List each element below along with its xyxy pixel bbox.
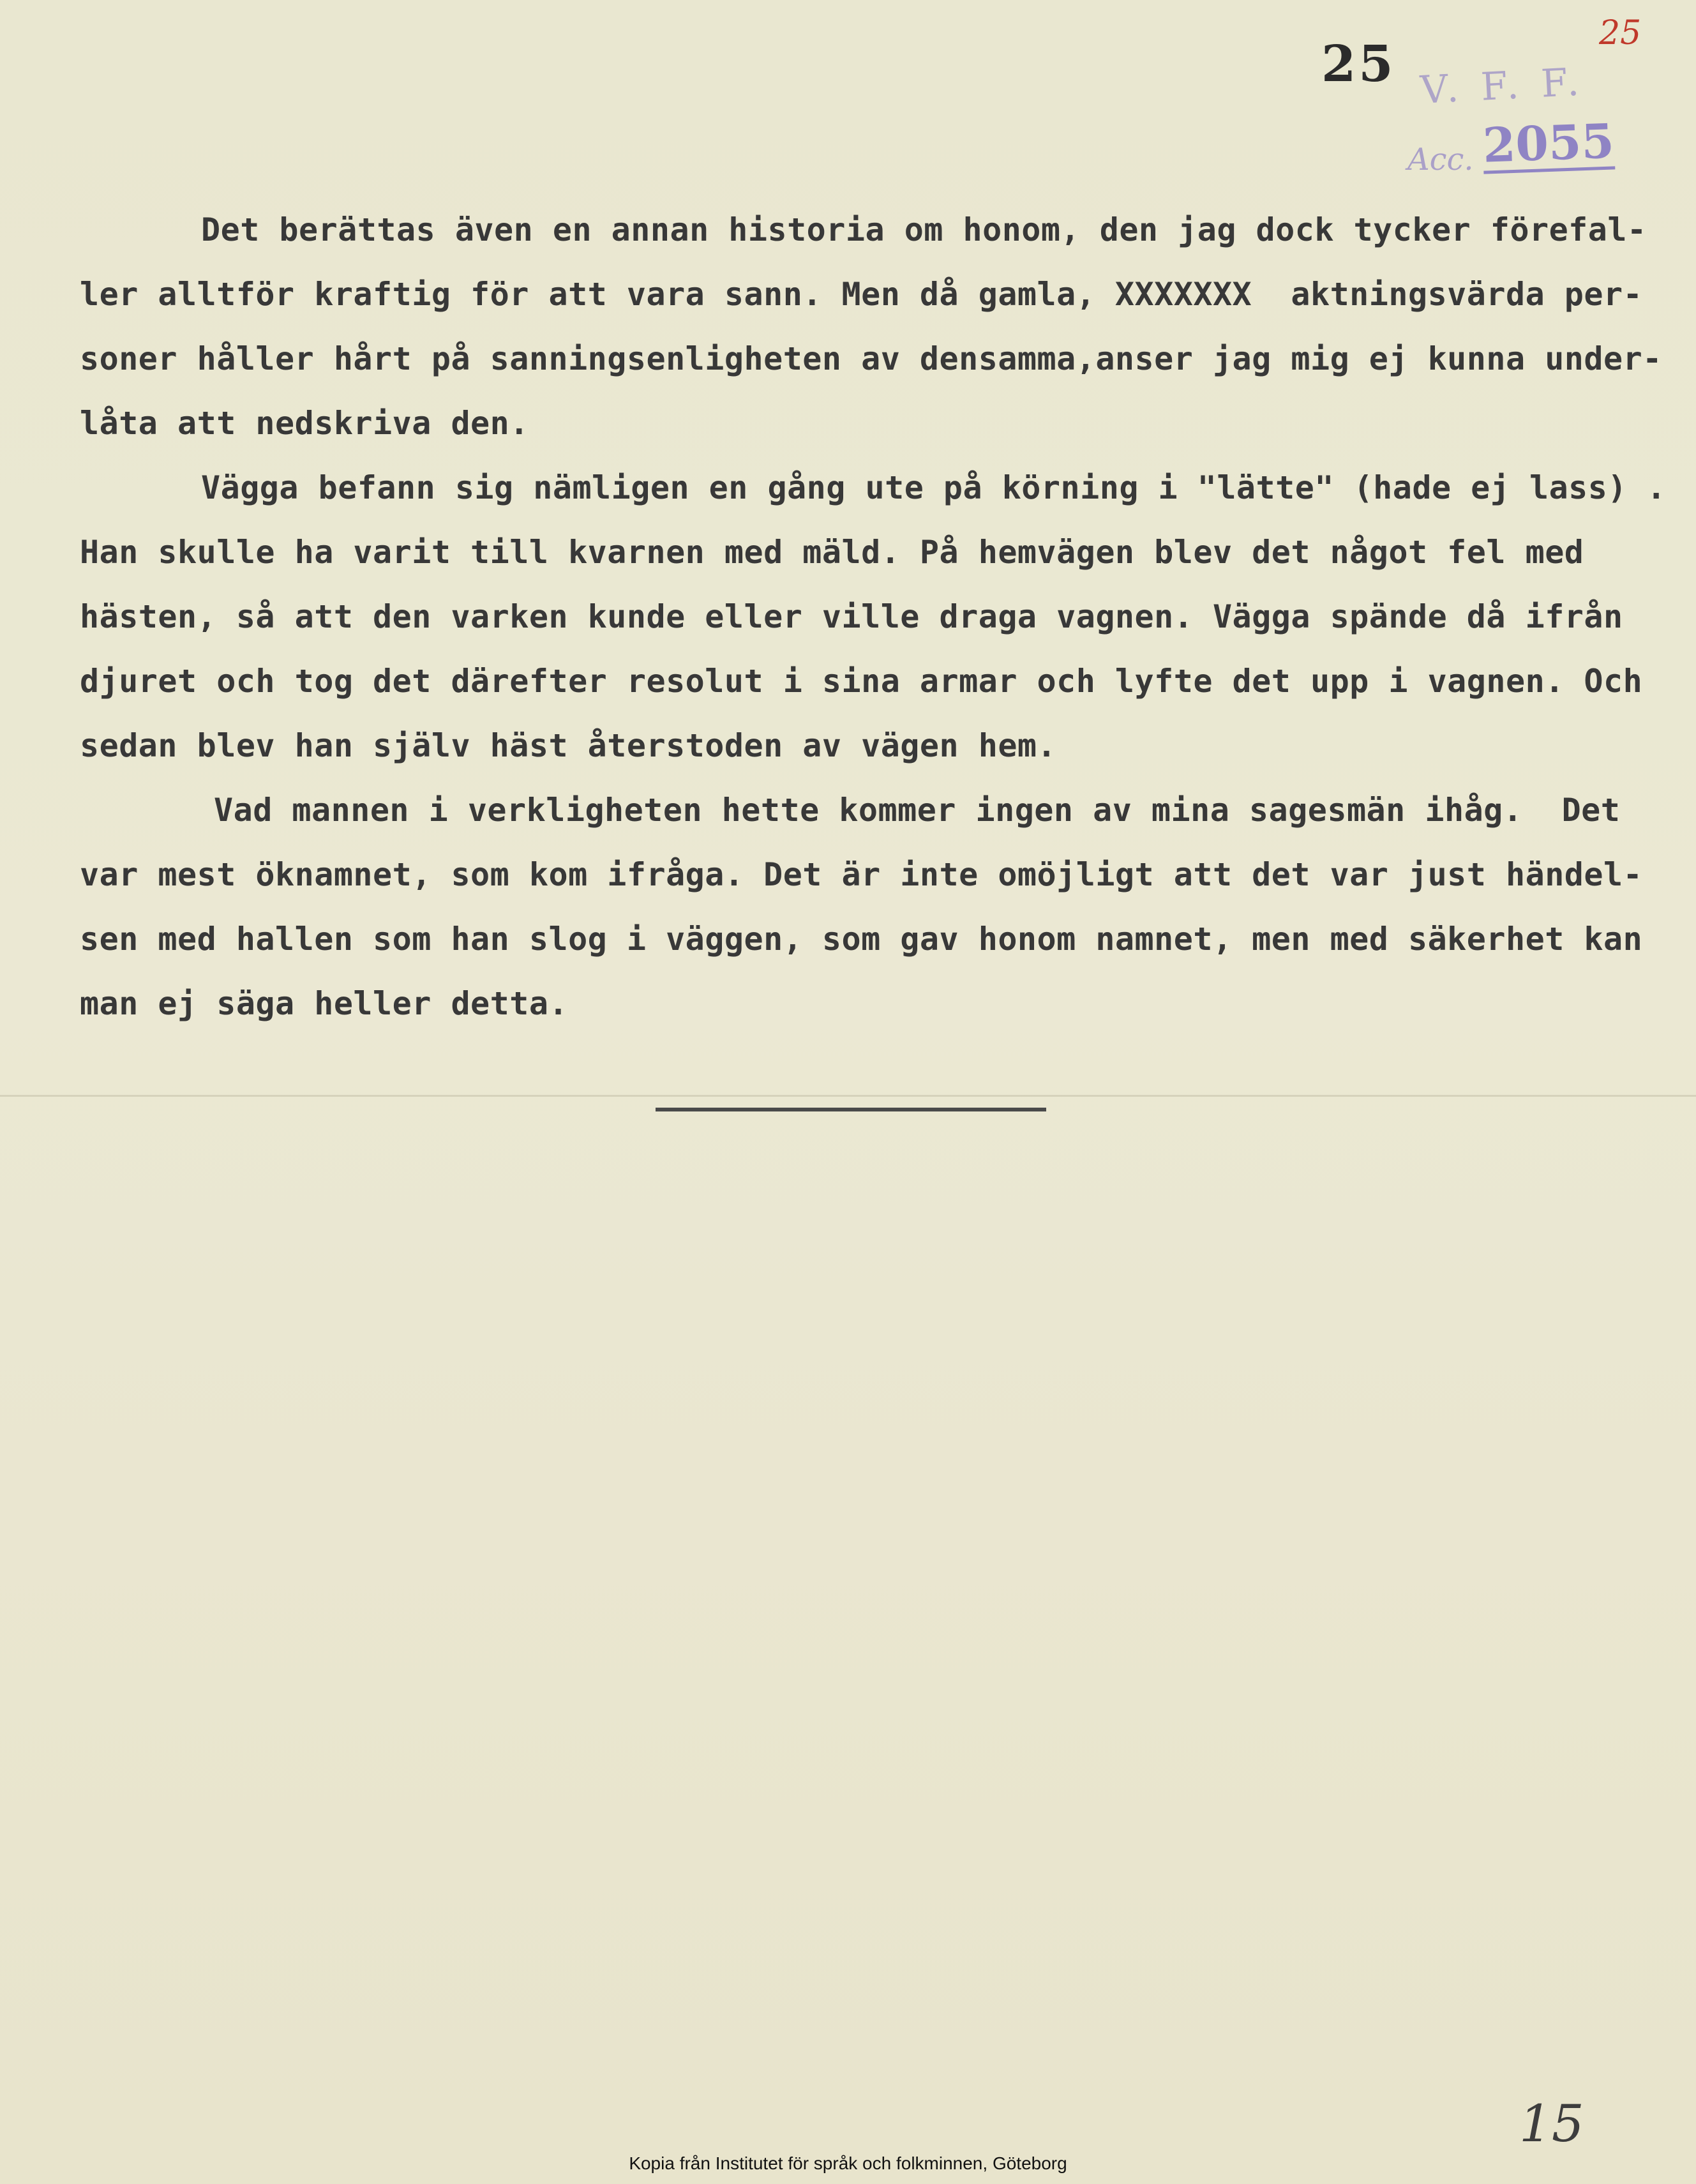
text-line: låta att nedskriva den. [80,405,529,442]
stamp-accession-prefix: Acc. [1407,142,1474,177]
stamp-accession-number: 2055 [1482,114,1616,174]
typed-body-text [80,198,1667,1036]
text-line: Det berättas även en annan historia om honom, den jag dock tycker förefal- [201,211,1647,248]
text-line: sen med hallen som han slog i väggen, som gav honom namnet, men med säkerhet kan [80,921,1643,958]
section-divider [656,1108,1046,1111]
text-line: Vad mannen i verkligheten hette kommer ingen av mina sagesmän ihåg. Det [214,792,1621,829]
stamp-archive-initials: V. F. F. [1419,59,1586,113]
text-line: djuret och tog det därefter resolut i sina armar och lyfte det upp i vagnen. Och [80,663,1643,700]
paper-fold-line [0,1095,1696,1097]
text-line: man ej säga heller detta. [80,985,569,1022]
text-line: soner håller hårt på sanningsenligheten av densamma,anser jag mig ej kunna under- [80,340,1662,377]
handwritten-page-number: 15 [1519,2094,1584,2153]
text-line: Vägga befann sig nämligen en gång ute på körning i "lätte" (hade ej lass) . [201,469,1667,506]
text-line: hästen, så att den varken kunde eller ville draga vagnen. Vägga spände då ifrån [80,598,1623,635]
page-number: 25 [1321,35,1396,93]
text-line: Han skulle ha varit till kvarnen med mäld. På hemvägen blev det något fel med [80,534,1584,571]
text-line: var mest öknamnet, som kom ifråga. Det är inte omöjligt att det var just händel- [80,856,1643,893]
handwritten-folio-number: 25 [1599,14,1642,52]
archive-stamp [1401,59,1631,185]
text-line: ler alltför kraftig för att vara sann. Men då gamla, XXXXXXX aktningsvärda per- [80,276,1643,313]
archive-footer: Kopia från Institutet för språk och folkminnen, Göteborg [629,2153,1067,2173]
text-line: sedan blev han själv häst återstoden av vägen hem. [80,727,1057,764]
